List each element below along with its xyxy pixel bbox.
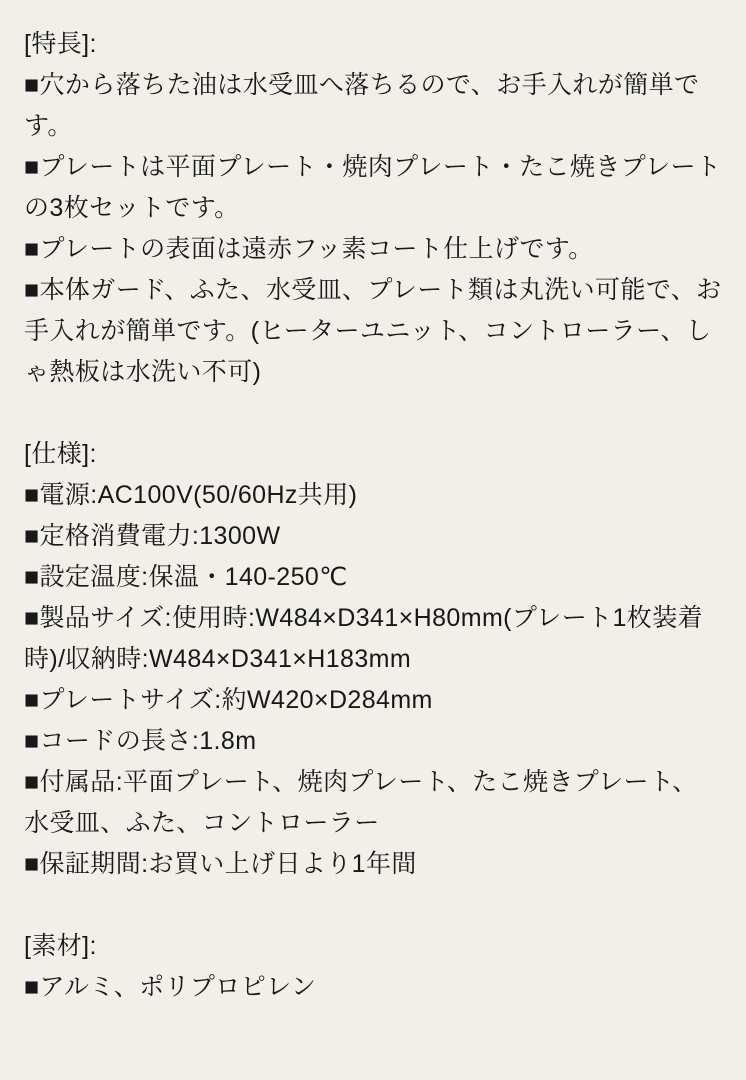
spec-line-cord-length: ■コードの長さ:1.8m	[24, 727, 257, 755]
spec-line-warranty: ■保証期間:お買い上げ日より1年間	[24, 850, 417, 878]
features-line-2: ■プレートは平面プレート・焼肉プレート・たこ焼きプレートの3枚セットです。	[24, 153, 722, 222]
section-gap-2	[24, 885, 722, 926]
features-line-4: ■本体ガード、ふた、水受皿、プレート類は丸洗い可能で、お手入れが簡単です。(ヒーターユニット、コントローラー、しゃ熱板は水洗い不可)	[24, 276, 722, 386]
spec-line-accessories: ■付属品:平面プレート、焼肉プレート、たこ焼きプレート、水受皿、ふた、コントローラー	[24, 768, 698, 837]
features-line-1: ■穴から落ちた油は水受皿へ落ちるので、お手入れが簡単です。	[24, 71, 700, 140]
spec-line-product-size: ■製品サイズ:使用時:W484×D341×H80mm(プレート1枚装着時)/収納時:W484×D341×H183mm	[24, 604, 704, 673]
spec-line-power-consumption: ■定格消費電力:1300W	[24, 522, 281, 550]
materials-section	[24, 926, 722, 1008]
section-gap-1	[24, 393, 722, 434]
materials-heading: [素材]:	[24, 932, 97, 960]
specifications-heading: [仕様]:	[24, 440, 97, 468]
materials-line-1: ■アルミ、ポリプロピレン	[24, 973, 317, 1001]
spec-line-temperature: ■設定温度:保温・140-250℃	[24, 563, 348, 591]
specifications-section	[24, 434, 722, 885]
features-heading: [特長]:	[24, 30, 97, 58]
spec-line-plate-size: ■プレートサイズ:約W420×D284mm	[24, 686, 433, 714]
features-section	[24, 24, 722, 393]
features-line-3: ■プレートの表面は遠赤フッ素コート仕上げです。	[24, 235, 594, 263]
spec-line-power-source: ■電源:AC100V(50/60Hz共用)	[24, 481, 358, 509]
